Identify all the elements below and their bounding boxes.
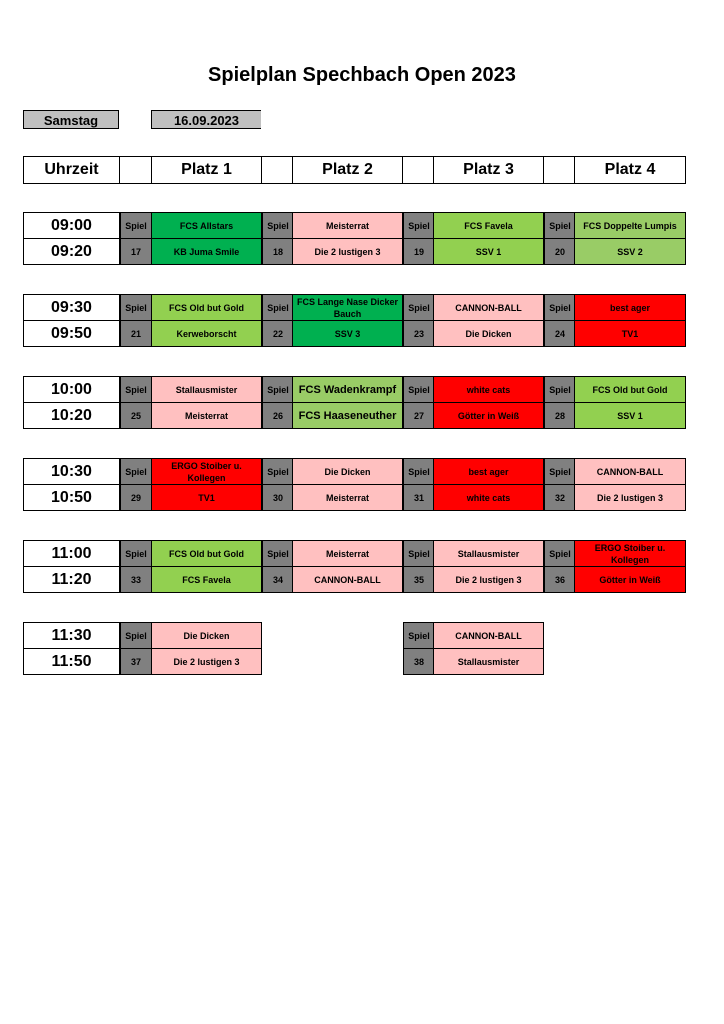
team-cell: Meisterrat [292, 484, 403, 511]
spiel-label: Spiel [403, 458, 435, 485]
game-number: 25 [120, 402, 152, 429]
game-number: 18 [262, 238, 294, 265]
spiel-label: Spiel [262, 540, 294, 567]
header-spacer [543, 156, 575, 184]
team-cell: Kerweborscht [151, 320, 262, 347]
team-cell: best ager [574, 294, 686, 321]
spiel-label: Spiel [544, 458, 576, 485]
team-cell: KB Juma Smile [151, 238, 262, 265]
time-slot: 09:30 [23, 294, 120, 321]
spiel-label: Spiel [403, 294, 435, 321]
team-cell: Die 2 lustigen 3 [433, 566, 544, 593]
time-slot: 11:00 [23, 540, 120, 567]
team-cell: SSV 1 [574, 402, 686, 429]
time-slot: 09:50 [23, 320, 120, 347]
team-cell: best ager [433, 458, 544, 485]
game-number: 20 [544, 238, 576, 265]
team-cell: ERGO Stoiber u. Kollegen [574, 540, 686, 567]
spiel-label: Spiel [262, 212, 294, 239]
team-cell: FCS Allstars [151, 212, 262, 239]
spiel-label: Spiel [544, 212, 576, 239]
team-cell: Stallausmister [433, 540, 544, 567]
spiel-label: Spiel [544, 294, 576, 321]
header-platz-3: Platz 3 [433, 156, 544, 184]
time-slot: 10:50 [23, 484, 120, 511]
team-cell: Die 2 lustigen 3 [574, 484, 686, 511]
game-number: 22 [262, 320, 294, 347]
game-number: 17 [120, 238, 152, 265]
team-cell: FCS Wadenkrampf [292, 376, 403, 403]
team-cell: SSV 3 [292, 320, 403, 347]
game-number: 19 [403, 238, 435, 265]
team-cell: SSV 1 [433, 238, 544, 265]
game-number: 23 [403, 320, 435, 347]
header-platz-1: Platz 1 [151, 156, 262, 184]
game-number: 35 [403, 566, 435, 593]
day-box: Samstag [23, 110, 119, 129]
game-number: 33 [120, 566, 152, 593]
team-cell: CANNON-BALL [574, 458, 686, 485]
game-number: 34 [262, 566, 294, 593]
team-cell: CANNON-BALL [433, 294, 544, 321]
time-slot: 09:20 [23, 238, 120, 265]
spiel-label: Spiel [262, 458, 294, 485]
team-cell: white cats [433, 484, 544, 511]
spiel-label: Spiel [262, 294, 294, 321]
spiel-label: Spiel [120, 622, 152, 649]
team-cell: FCS Lange Nase Dicker Bauch [292, 294, 403, 321]
team-cell: FCS Favela [433, 212, 544, 239]
spiel-label: Spiel [544, 376, 576, 403]
team-cell: FCS Old but Gold [151, 540, 262, 567]
spiel-label: Spiel [403, 540, 435, 567]
team-cell: Meisterrat [151, 402, 262, 429]
team-cell: FCS Old but Gold [151, 294, 262, 321]
header-spacer [119, 156, 152, 184]
team-cell: TV1 [574, 320, 686, 347]
team-cell: Die 2 lustigen 3 [292, 238, 403, 265]
spiel-label: Spiel [120, 212, 152, 239]
header-platz-4: Platz 4 [574, 156, 686, 184]
time-slot: 09:00 [23, 212, 120, 239]
team-cell: white cats [433, 376, 544, 403]
team-cell: Stallausmister [433, 648, 544, 675]
header-platz-2: Platz 2 [292, 156, 403, 184]
time-slot: 11:50 [23, 648, 120, 675]
spiel-label: Spiel [120, 294, 152, 321]
team-cell: Meisterrat [292, 540, 403, 567]
spiel-label: Spiel [120, 540, 152, 567]
spiel-label: Spiel [544, 540, 576, 567]
spiel-label: Spiel [403, 622, 435, 649]
team-cell: FCS Doppelte Lumpis [574, 212, 686, 239]
game-number: 28 [544, 402, 576, 429]
team-cell: CANNON-BALL [433, 622, 544, 649]
game-number: 29 [120, 484, 152, 511]
team-cell: SSV 2 [574, 238, 686, 265]
game-number: 21 [120, 320, 152, 347]
date-box: 16.09.2023 [151, 110, 261, 129]
team-cell: Die Dicken [151, 622, 262, 649]
team-cell: Die Dicken [292, 458, 403, 485]
time-slot: 10:20 [23, 402, 120, 429]
time-slot: 10:00 [23, 376, 120, 403]
team-cell: Die Dicken [433, 320, 544, 347]
game-number: 27 [403, 402, 435, 429]
spiel-label: Spiel [120, 458, 152, 485]
time-slot: 11:20 [23, 566, 120, 593]
time-slot: 11:30 [23, 622, 120, 649]
team-cell: Die 2 lustigen 3 [151, 648, 262, 675]
spiel-label: Spiel [403, 376, 435, 403]
spiel-label: Spiel [120, 376, 152, 403]
team-cell: FCS Favela [151, 566, 262, 593]
game-number: 37 [120, 648, 152, 675]
team-cell: CANNON-BALL [292, 566, 403, 593]
team-cell: FCS Haaseneuther [292, 402, 403, 429]
game-number: 36 [544, 566, 576, 593]
team-cell: FCS Old but Gold [574, 376, 686, 403]
team-cell: ERGO Stoiber u. Kollegen [151, 458, 262, 485]
team-cell: TV1 [151, 484, 262, 511]
team-cell: Götter in Weiß [433, 402, 544, 429]
spiel-label: Spiel [262, 376, 294, 403]
header-time: Uhrzeit [23, 156, 120, 184]
team-cell: Stallausmister [151, 376, 262, 403]
game-number: 31 [403, 484, 435, 511]
page-title: Spielplan Spechbach Open 2023 [208, 64, 516, 86]
game-number: 32 [544, 484, 576, 511]
game-number: 30 [262, 484, 294, 511]
game-number: 24 [544, 320, 576, 347]
spiel-label: Spiel [403, 212, 435, 239]
game-number: 26 [262, 402, 294, 429]
team-cell: Götter in Weiß [574, 566, 686, 593]
game-number: 38 [403, 648, 435, 675]
time-slot: 10:30 [23, 458, 120, 485]
header-spacer [402, 156, 434, 184]
header-spacer [261, 156, 293, 184]
team-cell: Meisterrat [292, 212, 403, 239]
